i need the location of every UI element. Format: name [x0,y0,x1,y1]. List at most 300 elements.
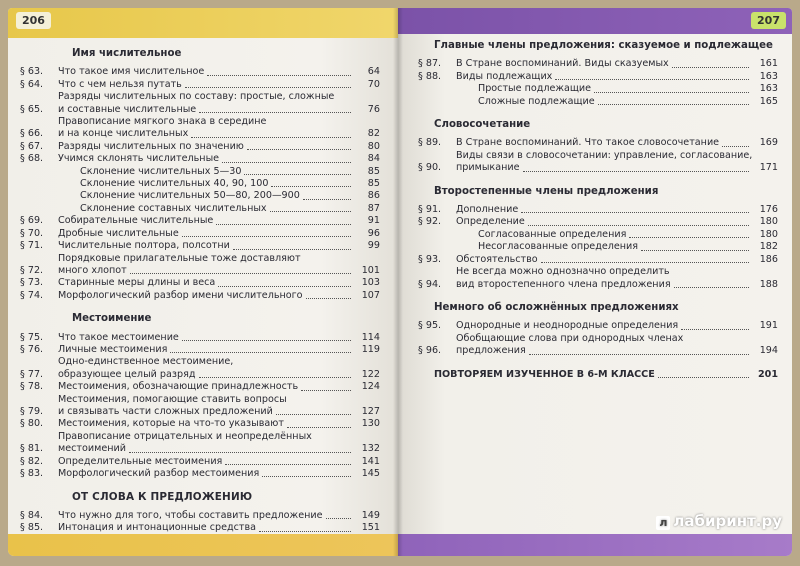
entry-line [478,83,778,95]
entry-text: Склонение составных числительных [80,202,267,214]
section-number: § 92. [418,216,442,228]
dot-leader [529,354,749,355]
entry-line [58,356,380,368]
section-heading: Главные члены предложения: сказуемое и подлежащее [434,40,773,51]
entry-text: Склонение числительных 5—30 [80,165,242,177]
dot-leader [287,427,351,428]
page-ref: 85 [367,178,380,190]
toc-entry [418,150,778,175]
section-number: § 75. [20,331,44,343]
section-heading: Второстепенные члены предложения [434,185,659,197]
section-number: § 68. [20,153,44,165]
dot-leader [722,146,749,147]
entry-text: Правописание мягкого знака в середине [58,116,267,128]
page-ref: 80 [367,140,380,152]
entry-line [58,228,380,240]
entry-text: Порядковые прилагательные тоже доставляют [58,252,301,264]
entry-line [58,66,380,78]
right-page-number: 207 [751,12,786,29]
entry-title [58,79,380,91]
entry-text: Что с чем нельзя путать [58,78,182,90]
section-heading: Словосочетание [434,119,531,131]
watermark [656,512,782,530]
toc-entry [418,369,778,381]
entry-text: вид второстепенного члена предложения [456,278,671,290]
entry-line [58,141,380,153]
toc-subentry [418,229,778,241]
entry-title [478,83,778,95]
page-ref: 151 [361,522,380,534]
entry-text: Однородные и неоднородные определения [456,320,679,332]
page-ref: 194 [759,345,778,357]
toc-entry [20,153,380,165]
page-ref: 132 [361,443,380,455]
entry-title [456,58,778,70]
section-number: § 85. [20,522,44,534]
page-ref: 84 [367,153,380,165]
page-ref: 180 [759,216,778,228]
entry-line [58,277,380,289]
dot-leader [594,92,749,93]
entry-line [456,162,778,174]
toc-entry [418,137,778,149]
entry-title [456,204,778,216]
section-number: § 71. [20,240,44,252]
section-number: § 96. [418,345,442,357]
entry-line [58,381,380,393]
entry-title [58,277,380,289]
entry-line [58,116,380,128]
entry-text: Дополнение [456,204,519,216]
left-top-band [8,8,398,38]
toc-entry [20,456,380,468]
entry-line [58,290,380,302]
entry-title [58,228,380,240]
section-number: § 93. [418,253,442,265]
entry-text: образующее целый разряд [58,368,196,380]
page-ref: 99 [367,240,380,252]
entry-text: и на конце числительных [58,128,189,140]
entry-title [80,166,380,178]
page-ref: 180 [759,228,778,240]
section-gap [418,358,778,367]
entry-text: Виды подлежащих [456,70,553,82]
page-ref: 201 [757,368,778,380]
entry-line [58,344,380,356]
entry-line [478,96,778,108]
toc-entry [20,381,380,393]
entry-title [58,91,380,116]
toc-entry [20,277,380,289]
dot-leader [672,67,749,68]
page-ref: 188 [759,278,778,290]
entry-text: Виды связи в словосочетании: управление, согласование, [456,149,753,161]
toc-entry [20,522,380,534]
dot-leader [222,162,351,163]
entry-title [58,381,380,393]
dot-leader [218,286,351,287]
entry-line [58,431,380,443]
entry-line [58,369,380,381]
entry-text: Местоимения, помогающие ставить вопросы [58,393,287,405]
entry-title [58,141,380,153]
toc-subentry [20,166,380,178]
entry-title [456,320,778,332]
right-table-of-contents [418,38,778,381]
section-number: § 76. [20,343,44,355]
toc-entry [418,320,778,332]
toc-entry [418,254,778,266]
entry-line [58,468,380,480]
page-ref: 122 [361,368,380,380]
section-heading: Имя числительное [72,48,182,59]
entry-text: Собирательные числительные [58,215,214,227]
toc-entry [20,332,380,344]
section-number: § 83. [20,468,44,479]
dot-leader [225,464,351,465]
entry-title [58,510,380,522]
section-number: § 82. [20,455,44,467]
toc-entry [20,79,380,91]
page-ref: 124 [361,381,380,393]
entry-title [58,290,380,302]
entry-title [478,241,778,253]
entry-line [58,104,380,116]
entry-title [58,468,380,480]
entry-line [58,418,380,430]
section-number: § 88. [418,70,442,82]
toc-entry [20,215,380,227]
right-top-band [398,8,792,34]
toc-entry [418,266,778,291]
entry-title [58,394,380,419]
dot-leader [523,171,750,172]
entry-title [58,356,380,381]
section-number: § 77. [20,368,44,380]
page-ref: 165 [759,95,778,107]
dot-leader [598,104,749,105]
dot-leader [199,377,352,378]
toc-entry [20,431,380,456]
toc-subentry [418,241,778,253]
entry-line [58,215,380,227]
entry-title [58,240,380,252]
section-heading: ОТ СЛОВА К ПРЕДЛОЖЕНИЮ [72,491,253,504]
dot-leader [521,212,749,213]
entry-line [58,456,380,468]
page-ref: 171 [759,162,778,174]
entry-line [456,216,778,228]
entry-line [80,190,380,202]
toc-entry [20,290,380,302]
entry-line [58,522,380,534]
dot-leader [170,352,351,353]
entry-title [58,66,380,78]
entry-text: много хлопот [58,264,127,276]
page-ref: 70 [367,78,380,90]
dot-leader [259,531,351,532]
toc-entry [418,204,778,216]
entry-text: Дробные числительные [58,227,179,239]
entry-line [456,204,778,216]
entry-text: Склонение числительных 40, 90, 100 [80,178,269,190]
page-ref: 86 [367,190,380,202]
section-gap [20,302,380,311]
entry-line [58,240,380,252]
section-number: § 69. [20,215,44,227]
entry-title [434,369,778,381]
toc-entry [418,71,778,83]
page-ref: 107 [361,289,380,301]
toc-subentry [418,83,778,95]
toc-entry [418,58,778,70]
section-number: § 89. [418,137,442,149]
entry-line [58,253,380,265]
dot-leader [129,452,351,453]
dot-leader [681,329,749,330]
dot-leader [528,225,749,226]
page-ref: 149 [361,509,380,521]
entry-text: Морфологический разбор имени числительного [58,289,303,301]
entry-text: ПОВТОРЯЕМ ИЗУЧЕННОЕ В 6-М КЛАССЕ [434,368,655,380]
entry-line [434,369,778,381]
entry-text: Числительные полтора, полсотни [58,240,230,252]
section-number: § 64. [20,78,44,90]
section-heading: Местоимение [72,313,152,325]
dot-leader [233,249,351,250]
section-number: § 80. [20,418,44,430]
left-table-of-contents [20,46,380,556]
entry-line [58,443,380,455]
toc-entry [20,468,380,480]
page-ref: 145 [361,468,380,479]
toc-entry [20,228,380,240]
page-ref: 101 [361,264,380,276]
entry-line [58,332,380,344]
section-number: § 63. [20,66,44,78]
dot-leader [270,211,351,212]
section-number: § 79. [20,405,44,417]
entry-line [58,128,380,140]
toc-entry [20,91,380,116]
book-gutter [393,8,403,556]
entry-line [456,266,778,278]
entry-text: местоимений [58,443,126,455]
entry-title [456,254,778,266]
dot-leader [271,186,351,187]
dot-leader [629,237,749,238]
entry-text: В Стране воспоминаний. Что такое словосочетание [456,137,720,149]
toc-entry [20,66,380,78]
page-ref: 96 [367,227,380,239]
section-gap [20,480,380,489]
dot-leader [216,224,351,225]
page-ref: 169 [759,137,778,149]
dot-leader [182,236,351,237]
section-number: § 87. [418,58,442,70]
dot-leader [301,390,351,391]
entry-line [456,333,778,345]
entry-line [478,241,778,253]
entry-title [80,190,380,202]
entry-text: примыкание [456,162,520,174]
entry-text: Определительные местоимения [58,455,223,467]
section-number: § 81. [20,443,44,455]
entry-text: Одно-единственное местоимение, [58,356,234,368]
section-number: § 90. [418,162,442,174]
entry-text: Обстоятельство [456,253,538,265]
section-number: § 65. [20,103,44,115]
toc-entry [20,510,380,522]
left-page [8,8,398,556]
entry-line [58,153,380,165]
toc-entry [20,141,380,153]
dot-leader [674,287,749,288]
entry-text: и составные числительные [58,103,197,115]
entry-text: Учимся склонять числительные [58,153,220,165]
entry-text: Местоимения, обозначающие принадлежность [58,381,299,393]
entry-line [80,178,380,190]
section-number: § 78. [20,381,44,393]
entry-line [58,91,380,103]
entry-title [58,215,380,227]
page-ref: 91 [367,215,380,227]
page-ref: 85 [367,165,380,177]
toc-entry [418,333,778,358]
section-gap [418,175,778,184]
entry-line [456,254,778,266]
dot-leader [306,298,351,299]
toc-subentry [20,178,380,190]
dot-leader [276,414,351,415]
entry-line [456,320,778,332]
section-number: § 72. [20,264,44,276]
entry-line [456,137,778,149]
page-ref: 103 [361,277,380,289]
dot-leader [185,87,351,88]
page-ref: 163 [759,83,778,95]
entry-text: предложения [456,345,526,357]
dot-leader [262,476,351,477]
section-heading: Немного об осложнённых предложениях [434,301,679,313]
entry-line [58,394,380,406]
toc-entry [20,356,380,381]
entry-text: и связывать части сложных предложений [58,405,273,417]
entry-line [58,265,380,277]
entry-text: Старинные меры длины и веса [58,277,216,289]
section-gap [418,291,778,300]
entry-text: Определение [456,216,525,228]
entry-title [58,153,380,165]
page-ref: 130 [361,418,380,430]
labirint-logo-icon: л [656,516,670,530]
entry-title [58,332,380,344]
page-ref: 87 [367,202,380,214]
page-ref: 141 [361,455,380,467]
right-page [398,8,792,556]
entry-line [456,150,778,162]
entry-title [456,137,778,149]
dot-leader [541,262,749,263]
toc-entry [20,394,380,419]
entry-text: Что нужно для того, чтобы составить предложение [58,509,323,521]
entry-line [80,203,380,215]
entry-line [478,229,778,241]
left-bottom-band [8,534,398,556]
page-ref: 186 [759,253,778,265]
toc-subentry [20,190,380,202]
entry-line [456,58,778,70]
entry-title [58,418,380,430]
toc-entry [20,418,380,430]
section-number: § 91. [418,204,442,216]
entry-title [58,344,380,356]
dot-leader [247,149,351,150]
entry-text: Согласованные определения [478,228,627,240]
entry-text: Разряды числительных по значению [58,140,244,152]
section-number: § 94. [418,278,442,290]
entry-text: Правописание отрицательных и неопределённых [58,430,312,442]
entry-title [58,253,380,278]
page-ref: 82 [367,128,380,140]
entry-text: Склонение числительных 50—80, 200—900 [80,190,300,202]
page-ref: 191 [759,320,778,332]
entry-line [58,406,380,418]
toc-entry [20,344,380,356]
page-ref: 114 [361,331,380,343]
section-number: § 73. [20,277,44,289]
page-ref: 182 [759,241,778,253]
entry-line [58,79,380,91]
entry-text: Морфологический разбор местоимения [58,468,260,479]
left-page-number: 206 [16,12,51,29]
entry-title [58,431,380,456]
dot-leader [130,273,351,274]
entry-text: Обобщающие слова при однородных членах [456,332,684,344]
entry-text: Сложные подлежащие [478,95,595,107]
section-number: § 66. [20,128,44,140]
entry-title [478,96,778,108]
entry-text: Местоимения, которые на что-то указывают [58,418,284,430]
entry-line [456,71,778,83]
entry-title [478,229,778,241]
entry-title [58,456,380,468]
entry-text: Простые подлежащие [478,83,592,95]
right-bottom-band [398,534,792,556]
entry-text: Личные местоимения [58,343,168,355]
entry-title [58,522,380,534]
entry-text: Разряды числительных по составу: простые, сложные [58,91,335,103]
entry-title [80,203,380,215]
dot-leader [555,79,749,80]
entry-title [456,150,778,175]
entry-text: В Стране воспоминаний. Виды сказуемых [456,58,669,70]
section-number: § 67. [20,140,44,152]
section-number: § 84. [20,509,44,521]
watermark-text: лабиринт.ру [673,512,782,530]
dot-leader [641,250,749,251]
dot-leader [244,174,351,175]
entry-title [456,71,778,83]
dot-leader [658,377,749,378]
page-ref: 176 [759,204,778,216]
dot-leader [191,137,351,138]
section-number: § 95. [418,320,442,332]
page-ref: 119 [361,343,380,355]
page-ref: 76 [367,103,380,115]
entry-line [80,166,380,178]
entry-line [456,279,778,291]
